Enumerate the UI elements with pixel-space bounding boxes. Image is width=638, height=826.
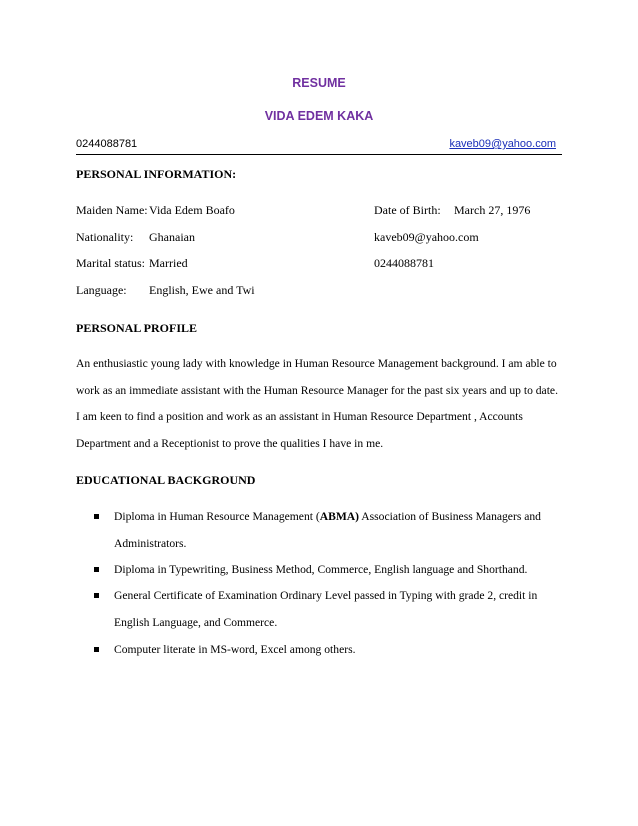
item-text-post: Association of Business Managers and: [359, 510, 541, 523]
contact-row: [76, 138, 562, 155]
educational-background-heading: EDUCATIONAL BACKGROUND: [76, 473, 256, 487]
dob-label: Date of Birth:: [374, 203, 441, 217]
maiden-name-value: Vida Edem Boafo: [149, 203, 235, 217]
personal-profile-heading: PERSONAL PROFILE: [76, 321, 198, 335]
language-label: Language:: [76, 283, 127, 297]
bullet-square-icon: [94, 593, 99, 598]
education-item-continuation: Administrators.: [114, 537, 187, 550]
education-item-text: Diploma in Typewriting, Business Method, Commerce, English language and Shorthand.: [114, 563, 528, 576]
phone-number: 0244088781: [76, 138, 138, 150]
info-row-nationality: [76, 230, 576, 246]
info-row-marital-status: [76, 256, 576, 272]
personal-information-heading: PERSONAL INFORMATION:: [76, 167, 237, 181]
info-row-language: [76, 283, 576, 299]
bullet-square-icon: [94, 567, 99, 572]
dob-value: March 27, 1976: [454, 203, 531, 217]
profile-line: Department and a Receptionist to prove the qualities I have in me.: [76, 437, 384, 450]
marital-status-value: Married: [149, 256, 188, 270]
education-item-continuation: English Language, and Commerce.: [114, 616, 278, 629]
nationality-label: Nationality:: [76, 230, 134, 244]
education-item-text: [114, 510, 541, 523]
info-email-value: kaveb09@yahoo.com: [374, 230, 479, 244]
bullet-square-icon: [94, 514, 99, 519]
nationality-value: Ghanaian: [149, 230, 195, 244]
maiden-name-label: Maiden Name:: [76, 203, 148, 217]
education-item-text: General Certificate of Examination Ordinary Level passed in Typing with grade 2, credit in: [114, 589, 538, 602]
applicant-name: VIDA EDEM KAKA: [264, 109, 374, 123]
marital-status-label: Marital status:: [76, 256, 145, 270]
education-item-text: Computer literate in MS-word, Excel among others.: [114, 643, 356, 656]
profile-line: work as an immediate assistant with the Human Resource Manager for the past six years and up to date.: [76, 384, 558, 397]
profile-line: I am keen to find a position and work as an assistant in Human Resource Department , Accounts: [76, 410, 523, 423]
info-row-maiden-name: [76, 203, 576, 219]
item-text-bold: ABMA): [319, 510, 360, 523]
item-text-pre: Diploma in Human Resource Management (: [114, 510, 320, 523]
profile-line: An enthusiastic young lady with knowledge in Human Resource Management background. I am able to: [76, 357, 557, 370]
email-link[interactable]: kaveb09@yahoo.com: [449, 138, 556, 150]
resume-title: RESUME: [292, 76, 346, 90]
bullet-square-icon: [94, 647, 99, 652]
info-phone-value: 0244088781: [374, 256, 434, 270]
language-value: English, Ewe and Twi: [149, 283, 255, 297]
